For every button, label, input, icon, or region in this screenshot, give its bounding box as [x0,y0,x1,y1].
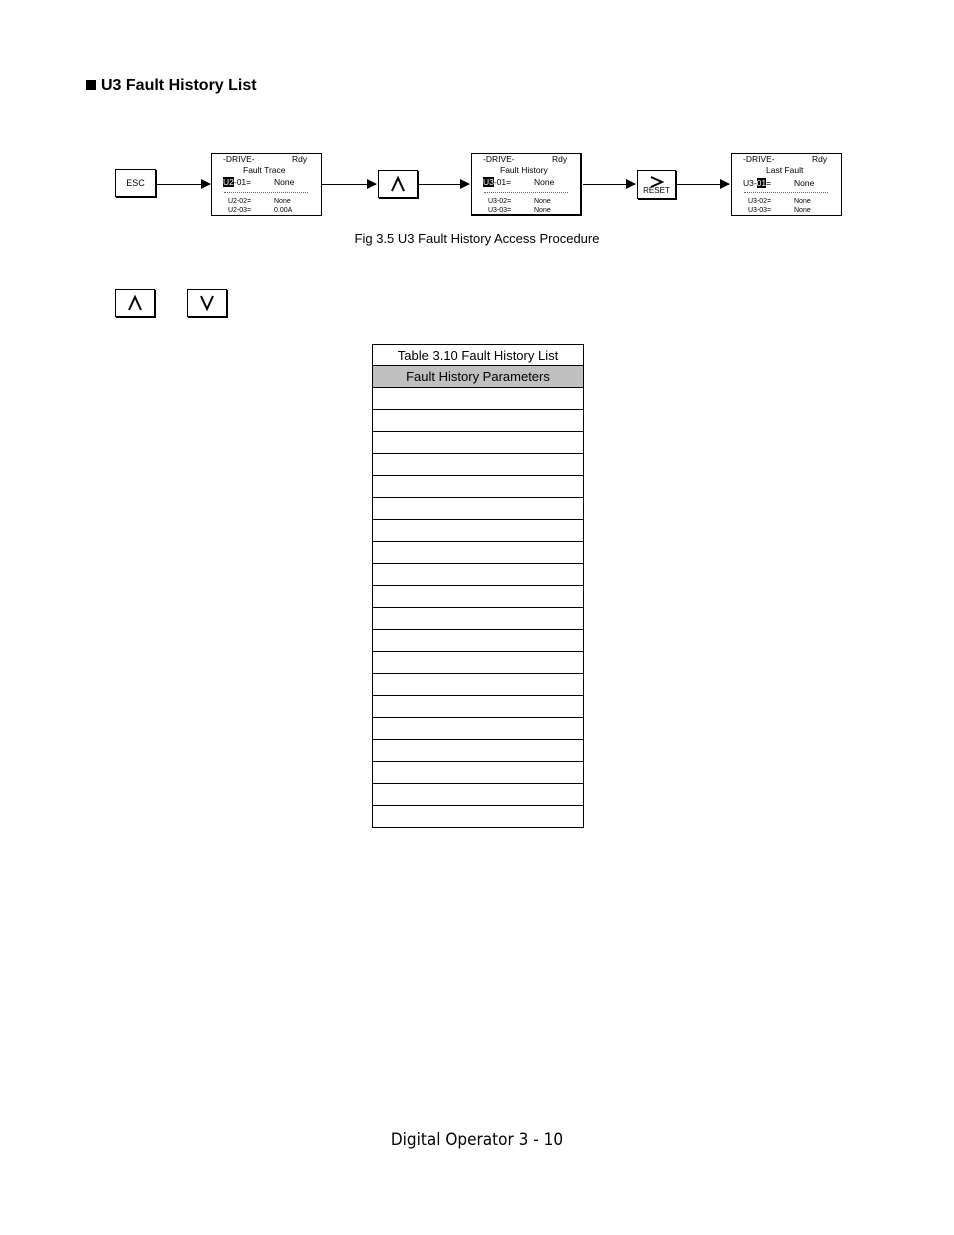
table-cell [373,586,584,608]
up-key[interactable] [378,170,418,198]
lcd-value: None [794,198,811,205]
table-row [373,784,584,806]
table-cell [373,520,584,542]
table-row [373,608,584,630]
down-arrow-key[interactable] [187,289,227,317]
lcd-param: U3-02= [488,198,512,205]
lcd-param: U2-03= [228,207,252,214]
lcd-selected-value: None [534,177,555,187]
table-cell [373,388,584,410]
table-cell [373,740,584,762]
table-row [373,410,584,432]
section-title [86,77,257,95]
lcd-param: U3-03= [748,207,772,214]
square-bullet-icon [86,80,96,90]
table-cell [373,652,584,674]
table-row [373,762,584,784]
lcd-divider [224,192,308,193]
lcd-param: U3-03= [488,207,512,214]
up-arrow-key[interactable] [115,289,155,317]
table-caption-row [373,345,584,366]
table-cell [373,762,584,784]
table-cell [373,454,584,476]
lcd-title: Fault History [500,165,548,175]
lcd-selected-param: U3-01= [483,177,512,187]
table-caption: Table 3.10 Fault History List [373,345,584,366]
flow-arrow [157,184,210,185]
reset-key-label: RESET [643,185,670,195]
esc-key-label: ESC [126,178,145,188]
chevron-up-icon [389,175,407,193]
lcd-fault-history [471,153,582,216]
table-row [373,542,584,564]
lcd-value: 0.00A [274,207,293,214]
lcd-value: None [274,198,291,205]
table-row [373,564,584,586]
table-row [373,476,584,498]
chevron-down-icon [198,294,216,312]
lcd-selected-value: None [274,177,295,187]
table-row [373,498,584,520]
table-cell [373,410,584,432]
section-title-text: U3 Fault History List [101,77,257,94]
table-row [373,652,584,674]
table-cell [373,674,584,696]
lcd-param: U2-02= [228,198,252,205]
table-cell [373,432,584,454]
table-row [373,630,584,652]
table-cell [373,542,584,564]
table-cell [373,564,584,586]
table-row [373,432,584,454]
lcd-value: None [534,207,551,214]
lcd-title: Last Fault [766,165,804,175]
table-cell [373,718,584,740]
flow-arrow [322,184,376,185]
lcd-mode: -DRIVE- [223,154,255,164]
table-row [373,696,584,718]
reset-key[interactable] [637,170,676,199]
lcd-selected-param: U3-01= [743,178,772,188]
flow-arrow [583,184,635,185]
table-cell [373,476,584,498]
lcd-divider [484,192,568,193]
lcd-mode: -DRIVE- [743,154,775,164]
table-cell [373,806,584,828]
page-footer: Digital Operator 3 - 10 [390,1130,564,1150]
table-header: Fault History Parameters [373,366,584,388]
table-row [373,718,584,740]
flow-arrow [419,184,469,185]
flow-arrow [677,184,729,185]
table-cell [373,608,584,630]
lcd-status: Rdy [292,154,308,164]
table-cell [373,696,584,718]
table-row [373,740,584,762]
table-row [373,388,584,410]
lcd-value: None [534,198,551,205]
lcd-status: Rdy [552,154,568,164]
table-row [373,674,584,696]
lcd-value: None [794,207,811,214]
table-cell [373,784,584,806]
table-row [373,454,584,476]
lcd-divider [744,192,828,193]
table-header-row [373,366,584,388]
lcd-fault-trace [211,153,322,216]
lcd-mode: -DRIVE- [483,154,515,164]
lcd-param: U3-02= [748,198,772,205]
table-cell [373,630,584,652]
figure-caption: Fig 3.5 U3 Fault History Access Procedure [354,231,600,246]
lcd-selected-value: None [794,178,815,188]
table-row [373,806,584,828]
chevron-up-icon [126,294,144,312]
lcd-status: Rdy [812,154,828,164]
lcd-selected-param: U2-01= [223,177,252,187]
lcd-last-fault [731,153,842,216]
table-row [373,520,584,542]
esc-key[interactable] [115,169,156,197]
table-row [373,586,584,608]
lcd-title: Fault Trace [243,165,286,175]
table-cell [373,498,584,520]
fault-history-table [372,344,584,828]
